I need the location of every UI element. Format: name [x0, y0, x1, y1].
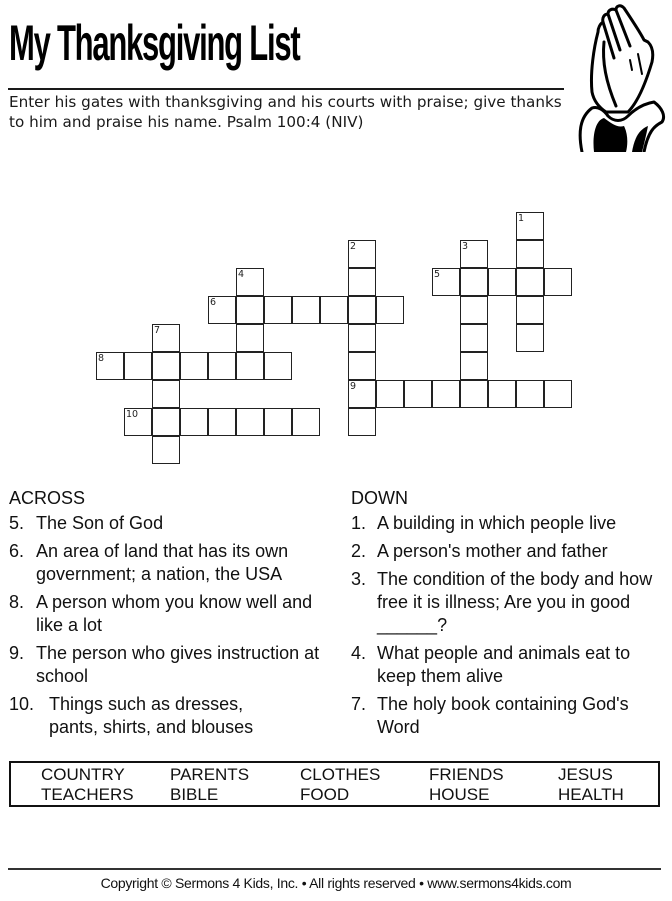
clue-number: 7	[154, 325, 161, 336]
clue-down-7: 7. The holy book containing God's Word	[351, 694, 629, 737]
crossword-cell[interactable]	[236, 408, 264, 436]
crossword-cell[interactable]	[516, 212, 544, 240]
clue-down-3: 3. The condition of the body and how free it is illness; Are you in good ______?	[351, 569, 653, 635]
word-bank-item: FOOD	[300, 785, 350, 804]
word-bank-item: TEACHERS	[41, 785, 134, 804]
crossword-cell[interactable]	[348, 324, 376, 352]
crossword-cell[interactable]	[208, 352, 236, 380]
crossword-cell[interactable]	[264, 408, 292, 436]
clue-down-4: 4. What people and animals eat to keep them alive	[351, 643, 631, 686]
bible-verse: Enter his gates with thanksgiving and his courts with praise; give thanks to him and praise his name. Psalm 100:4 (NIV)	[9, 93, 562, 131]
word-bank	[9, 761, 660, 807]
crossword-cell[interactable]	[264, 352, 292, 380]
across-clues	[9, 484, 329, 744]
title-divider	[8, 88, 564, 90]
crossword-cell[interactable]	[516, 324, 544, 352]
word-bank-item: HOUSE	[429, 785, 490, 804]
crossword-cell[interactable]	[96, 352, 124, 380]
word-bank-item: FRIENDS	[429, 765, 504, 784]
clue-down-1: 1. A building in which people live	[351, 513, 617, 533]
crossword-cell[interactable]	[376, 380, 404, 408]
crossword-cell[interactable]	[180, 352, 208, 380]
word-bank-item: BIBLE	[170, 785, 219, 804]
crossword-cell[interactable]	[404, 380, 432, 408]
crossword-cell[interactable]	[544, 268, 572, 296]
crossword-cell[interactable]	[292, 408, 320, 436]
crossword-cell[interactable]	[348, 268, 376, 296]
clue-across-9: 9. The person who gives instruction at school	[9, 643, 320, 686]
crossword-cell[interactable]	[236, 296, 264, 324]
word-bank-item: HEALTH	[558, 785, 624, 804]
crossword-cell[interactable]	[348, 240, 376, 268]
crossword-cell[interactable]	[376, 296, 404, 324]
crossword-cell[interactable]	[264, 296, 292, 324]
clue-number: 2	[350, 241, 357, 252]
crossword-cell[interactable]	[460, 240, 488, 268]
across-heading: ACROSS	[9, 488, 86, 508]
crossword-cell[interactable]	[488, 380, 516, 408]
praying-hands-icon	[568, 2, 672, 152]
crossword-cell[interactable]	[236, 324, 264, 352]
clue-number: 5	[434, 269, 441, 280]
crossword-cell[interactable]	[124, 352, 152, 380]
crossword-cell[interactable]	[292, 296, 320, 324]
clue-number: 4	[238, 269, 245, 280]
crossword-cell[interactable]	[516, 380, 544, 408]
word-bank-item: JESUS	[558, 765, 613, 784]
crossword-cell[interactable]	[460, 324, 488, 352]
crossword-cell[interactable]	[460, 268, 488, 296]
crossword-cell[interactable]	[432, 268, 460, 296]
crossword-cell[interactable]	[432, 380, 460, 408]
clue-down-2: 2. A person's mother and father	[351, 541, 608, 561]
clue-number: 3	[462, 241, 469, 252]
crossword-cell[interactable]	[516, 268, 544, 296]
page-title: My Thanksgiving List	[9, 15, 300, 71]
crossword-cell[interactable]	[152, 436, 180, 464]
crossword-cell[interactable]	[488, 268, 516, 296]
crossword-cell[interactable]	[544, 380, 572, 408]
down-heading: DOWN	[351, 488, 408, 508]
crossword-cell[interactable]	[208, 408, 236, 436]
crossword-cell[interactable]	[348, 296, 376, 324]
clue-across-5: 5. The Son of God	[9, 513, 164, 533]
word-bank-item: PARENTS	[170, 765, 250, 784]
crossword-cell[interactable]	[180, 408, 208, 436]
down-clues	[351, 484, 663, 744]
crossword-cell[interactable]	[152, 408, 180, 436]
crossword-cell[interactable]	[348, 408, 376, 436]
crossword-cell[interactable]	[460, 352, 488, 380]
crossword-cell[interactable]	[516, 240, 544, 268]
crossword-cell[interactable]	[152, 324, 180, 352]
crossword-cell[interactable]	[152, 380, 180, 408]
clue-across-8: 8. A person whom you know well and like a lot	[9, 592, 313, 635]
clue-across-10: 10. Things such as dresses, pants, shirts, and blouses	[9, 694, 254, 737]
clue-number: 10	[126, 409, 139, 420]
crossword-cell[interactable]	[208, 296, 236, 324]
clue-number: 8	[98, 353, 105, 364]
crossword-cell[interactable]	[516, 296, 544, 324]
crossword-cell[interactable]	[236, 268, 264, 296]
clue-number: 1	[518, 213, 525, 224]
footer-divider	[8, 868, 661, 870]
crossword-cell[interactable]	[152, 352, 180, 380]
clue-across-6: 6. An area of land that has its own government; a nation, the USA	[9, 541, 289, 584]
clue-number: 9	[350, 381, 357, 392]
crossword-cell[interactable]	[460, 380, 488, 408]
crossword-cell[interactable]	[320, 296, 348, 324]
crossword-cell[interactable]	[460, 296, 488, 324]
word-bank-item: COUNTRY	[41, 765, 125, 784]
crossword-cell[interactable]	[124, 408, 152, 436]
copyright-footer: Copyright © Sermons 4 Kids, Inc. • All rights reserved • www.sermons4kids.com	[100, 875, 572, 891]
clue-number: 6	[210, 297, 217, 308]
word-bank-item: CLOTHES	[300, 765, 381, 784]
crossword-cell[interactable]	[348, 352, 376, 380]
crossword-cell[interactable]	[236, 352, 264, 380]
crossword-cell[interactable]	[348, 380, 376, 408]
